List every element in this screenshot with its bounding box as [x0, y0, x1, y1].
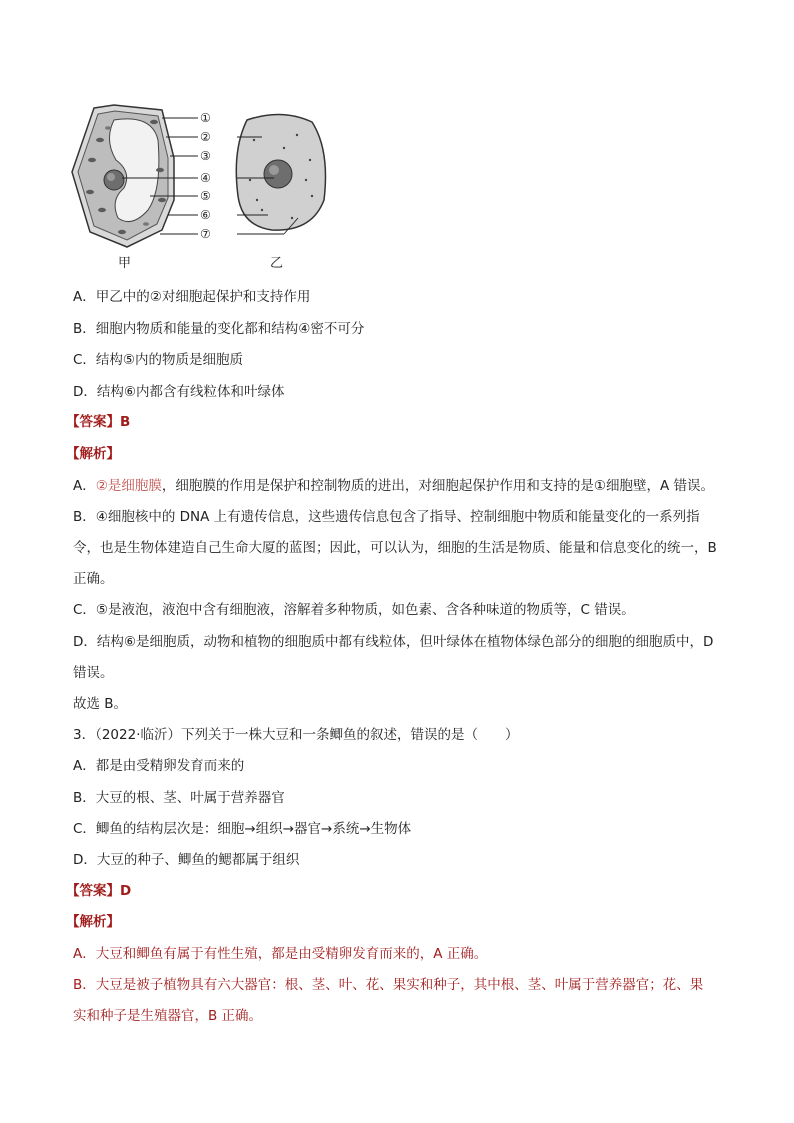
- q2-option-b: B．细胞内物质和能量的变化都和结构④密不可分: [73, 321, 365, 337]
- q2-analysis-b-line3: 正确。: [73, 571, 114, 587]
- q2-analysis-a-highlight: ②是细胞膜: [95, 478, 162, 494]
- callout-3: ③: [200, 149, 211, 163]
- q2-analysis-b-line2: 令，也是生物体建造自己生命大厦的蓝图；因此，可以认为，细胞的生活是物质、能量和信息变化的统一，B: [73, 540, 717, 556]
- cell-diagram: [62, 100, 362, 275]
- callout-2: ②: [200, 130, 211, 144]
- q2-analysis-d-line2: 错误。: [73, 665, 114, 681]
- callout-labels: [200, 111, 211, 241]
- q3-option-b: B．大豆的根、茎、叶属于营养器官: [73, 790, 285, 806]
- callout-4: ④: [200, 171, 211, 185]
- q2-option-c: C．结构⑤内的物质是细胞质: [73, 352, 244, 368]
- q2-analysis-a-prefix: A．: [73, 478, 96, 494]
- q2-option-a: A．甲乙中的②对细胞起保护和支持作用: [73, 289, 311, 305]
- q2-answer: 【答案】B: [66, 414, 131, 430]
- q2-analysis-d-line1: D．结构⑥是细胞质，动物和植物的细胞质中都有线粒体，但叶绿体在植物体绿色部分的细胞的细胞质中，D: [73, 634, 714, 650]
- label-yi: 乙: [270, 256, 284, 271]
- callout-5: ⑤: [200, 189, 211, 203]
- q3-analysis-b-line2: 实和种子是生殖器官，B 正确。: [73, 1008, 263, 1024]
- q3-answer: 【答案】D: [66, 883, 132, 899]
- label-jia: 甲: [118, 256, 132, 271]
- q2-option-d: D．结构⑥内都含有线粒体和叶绿体: [73, 384, 285, 400]
- q3-option-d: D．大豆的种子、鲫鱼的鳃都属于组织: [73, 852, 300, 868]
- q2-analysis-a-rest: ，细胞膜的作用是保护和控制物质的进出，对细胞起保护作用和支持的是①细胞壁，A 错误。: [161, 478, 714, 494]
- callout-7: ⑦: [200, 227, 211, 241]
- q3-option-a: A．都是由受精卵发育而来的: [73, 758, 245, 774]
- callout-6: ⑥: [200, 208, 211, 222]
- animal-cell: [236, 114, 325, 230]
- q2-analysis-b-line1: B．④细胞核中的 DNA 上有遗传信息，这些遗传信息包含了指导、控制细胞中物质和能量变化的一系列指: [73, 509, 700, 525]
- q3-analysis-a: A．大豆和鲫鱼有属于有性生殖，都是由受精卵发育而来的，A 正确。: [73, 946, 488, 962]
- q2-conclusion: 故选 B。: [73, 696, 128, 712]
- plant-cell: [72, 105, 174, 247]
- callout-1: ①: [200, 111, 211, 125]
- q3-stem: 3．（2022·临沂）下列关于一株大豆和一条鲫鱼的叙述，错误的是（ ）: [73, 727, 519, 743]
- q2-analysis-a: [73, 477, 714, 495]
- q3-analysis-b-line1: B．大豆是被子植物具有六大器官：根、茎、叶、花、果实和种子，其中根、茎、叶属于营养器官；花、果: [73, 977, 704, 993]
- q2-analysis-title: 【解析】: [66, 446, 120, 462]
- q3-analysis-title: 【解析】: [66, 914, 120, 930]
- q2-analysis-c: C．⑤是液泡，液泡中含有细胞液，溶解着多种物质，如色素、含各种味道的物质等，C 错误。: [73, 602, 635, 618]
- q3-option-c: C．鲫鱼的结构层次是：细胞→组织→器官→系统→生物体: [73, 821, 412, 837]
